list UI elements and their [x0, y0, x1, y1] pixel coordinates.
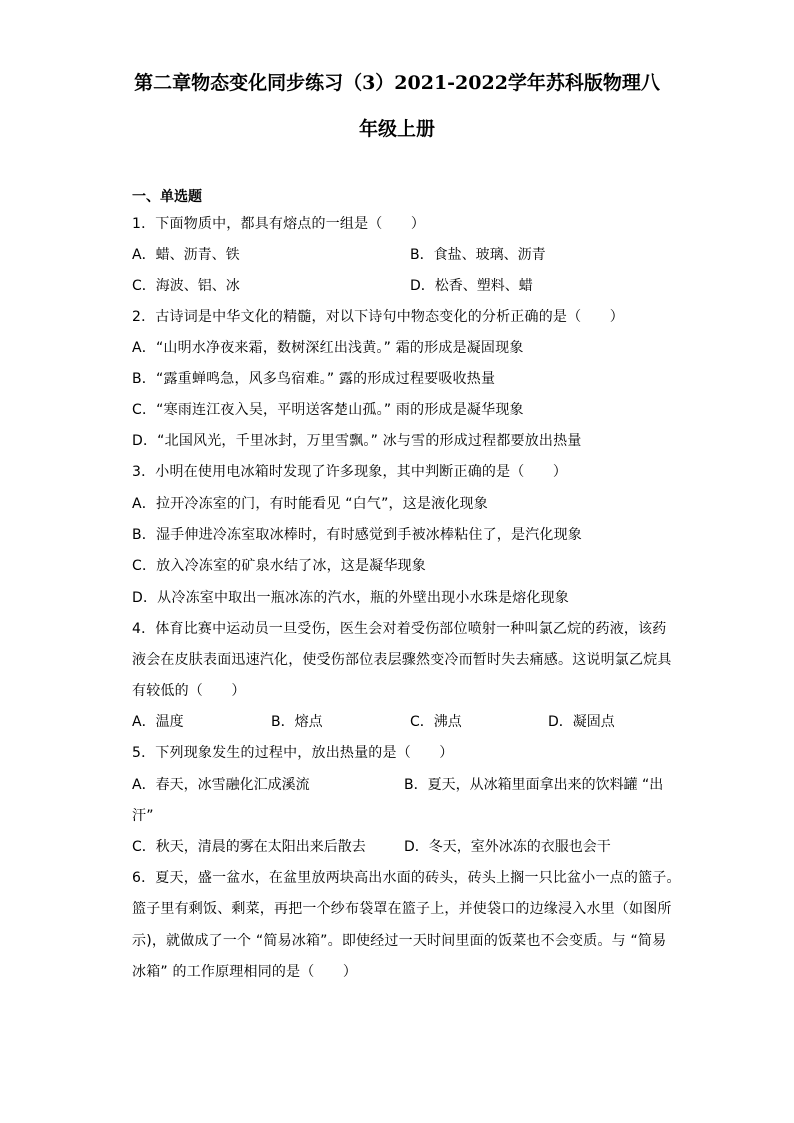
question-1-option-b: B．食盐、玻璃、沥青 [410, 247, 546, 263]
question-4-stem-line-2: 液会在皮肤表面迅速汽化，使受伤部位表层骤然变冷而暂时失去痛感。这说明氯乙烷具 [132, 652, 672, 668]
question-6-stem-line-3: 示)，就做成了一个 “简易冰箱”。即使经过一天时间里面的饭菜也不会变质。与 “简易 [132, 933, 667, 949]
question-4-option-c: C．沸点 [410, 714, 462, 730]
question-5-option-c: C．秋天，清晨的雾在太阳出来后散去 [132, 839, 366, 855]
question-4-stem-line-3: 有较低的（ ） [132, 683, 246, 699]
question-5-option-b-continued: 汗” [132, 808, 154, 824]
question-2-option-b: B．“露重蝉鸣急，风多鸟宿难。” 露的形成过程要吸收热量 [132, 371, 496, 387]
question-5-option-a: A．春天，冰雪融化汇成溪流 [132, 777, 310, 793]
question-2-option-d: D．“北国风光，千里冰封，万里雪飘。” 冰与雪的形成过程都要放出热量 [132, 433, 582, 449]
question-3-option-b: B．湿手伸进冷冻室取冰棒时，有时感觉到手被冰棒粘住了，是汽化现象 [132, 527, 583, 543]
question-3-stem: 3．小明在使用电冰箱时发现了许多现象，其中判断正确的是（ ） [132, 464, 568, 480]
question-1-stem: 1．下面物质中，都具有熔点的一组是（ ） [132, 216, 426, 232]
question-1-option-d: D．松香、塑料、蜡 [410, 278, 533, 294]
question-6-stem-line-1: 6．夏天，盛一盆水，在盆里放两块高出水面的砖头，砖头上搁一只比盆小一点的篮子。 [132, 870, 681, 886]
question-5-stem: 5．下列现象发生的过程中，放出热量的是（ ） [132, 745, 454, 761]
question-6-stem-line-2: 篮子里有剩饭、剩菜，再把一个纱布袋罩在篮子上，并使袋口的边缘浸入水里（如图所 [132, 901, 672, 917]
question-4-option-d: D．凝固点 [548, 714, 615, 730]
question-2-stem: 2．古诗词是中华文化的精髓，对以下诗句中物态变化的分析正确的是（ ） [132, 309, 624, 325]
question-4-option-a: A．温度 [132, 714, 184, 730]
question-1-option-a: A．蜡、沥青、铁 [132, 247, 240, 263]
question-1-option-c: C．海波、铝、冰 [132, 278, 240, 294]
question-4-option-b: B．熔点 [271, 714, 323, 730]
question-6-stem-line-4: 冰箱” 的工作原理相同的是（ ） [132, 964, 358, 980]
question-5-option-d: D．冬天，室外冰冻的衣服也会干 [404, 839, 611, 855]
question-3-option-c: C．放入冷冻室的矿泉水结了冰，这是凝华现象 [132, 558, 426, 574]
question-4-stem-line-1: 4．体育比赛中运动员一旦受伤，医生会对着受伤部位喷射一种叫氯乙烷的药液，该药 [132, 621, 667, 637]
question-2-option-a: A．“山明水净夜来霜，数树深红出浅黄。” 霜的形成是凝固现象 [132, 340, 524, 356]
document-title-line-1: 第二章物态变化同步练习（3）2021-2022学年苏科版物理八 [134, 72, 660, 94]
question-3-option-a: A．拉开冷冻室的门，有时能看见 “白气”，这是液化现象 [132, 496, 488, 512]
question-5-option-b: B．夏天，从冰箱里面拿出来的饮料罐 “出 [404, 777, 664, 793]
question-2-option-c: C．“寒雨连江夜入吴，平明送客楚山孤。” 雨的形成是凝华现象 [132, 402, 524, 418]
section-heading: 一、单选题 [132, 189, 202, 205]
document-title-line-2: 年级上册 [358, 118, 435, 140]
question-3-option-d: D．从冷冻室中取出一瓶冰冻的汽水，瓶的外壁出现小水珠是熔化现象 [132, 590, 569, 606]
